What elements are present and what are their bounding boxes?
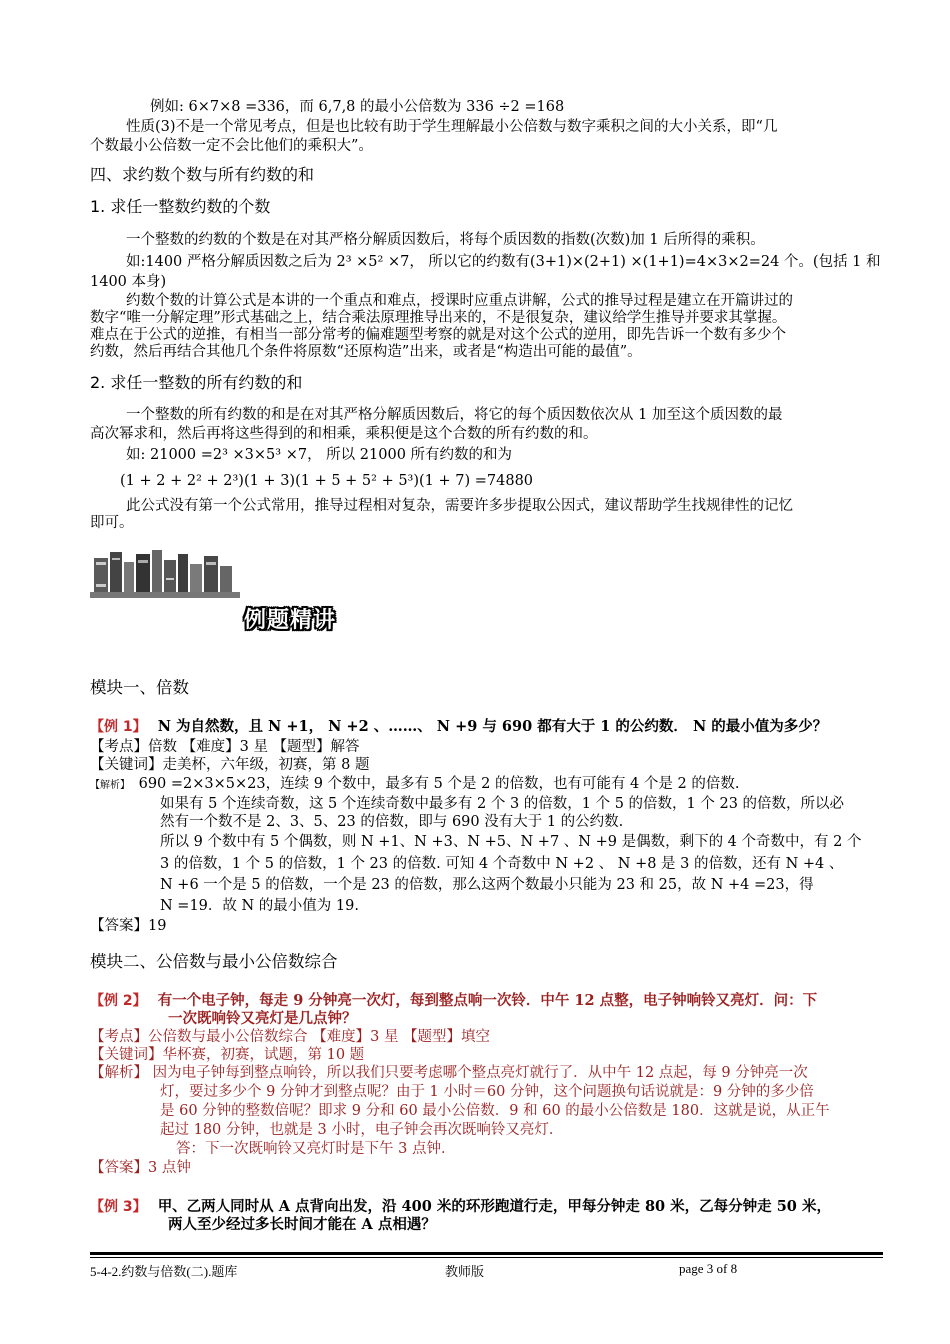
analysis-text-1: 690 =2×3×5×23，连续 9 个数中，最多有 5 个是 2 的倍数，也有可能有 4 个是 2 的倍数. bbox=[138, 776, 740, 792]
s2-para-1a: 一个整数的所有约数的和是在对其严格分解质因数后，将它的每个质因数依次从 1 加至这个质因数的最 bbox=[126, 407, 783, 423]
example-1-info: 【考点】倍数 【难度】3 星 【题型】解答 bbox=[90, 739, 360, 755]
intro-line-2: 性质(3)不是一个常见考点，但是也比较有助于学生理解最小公倍数与数字乘积之间的大小关系，即“几 bbox=[126, 119, 778, 135]
example-1-analysis-7: N =19．故 N 的最小值为 19. bbox=[160, 898, 359, 914]
s2-para-4b: 即可。 bbox=[90, 515, 134, 531]
example-3-question-2: 两人至少经过多长时间才能在 A 点相遇？ bbox=[168, 1216, 436, 1233]
analysis-tag: 【解析】 bbox=[90, 780, 130, 791]
s1-para-1: 一个整数的约数的个数是在对其严格分解质因数后，将每个质因数的指数(次数)加 1 后所得的乘积。 bbox=[126, 232, 765, 248]
example-1-analysis-5: 3 的倍数，1 个 5 的倍数，1 个 23 的倍数. 可知 4 个奇数中 N +2 、 N +8 是 3 的倍数，还有 N +4 、 bbox=[160, 856, 844, 872]
footer-page-number: page 3 of 8 bbox=[679, 1261, 738, 1276]
example-2-answer: 【答案】3 点钟 bbox=[90, 1160, 191, 1176]
footer-rule-thick bbox=[90, 1252, 883, 1255]
example-1-analysis-1 bbox=[90, 775, 739, 795]
footer-doc-name: 5-4-2.约数与倍数(二).题库 bbox=[90, 1264, 238, 1279]
s2-para-2: 如: 21000 =2³ ×3×5³ ×7， 所以 21000 所有约数的和为 bbox=[126, 447, 513, 463]
s1-para-3b: 数字“唯一分解定理”形式基础之上，结合乘法原理推导出来的，不是很复杂，建议给学生推导并要求其掌握。 bbox=[90, 310, 787, 326]
example-1-keywords: 【关键词】走美杯，六年级，初赛，第 8 题 bbox=[90, 757, 370, 773]
example-2-keywords: 【关键词】华杯赛，初赛，试题，第 10 题 bbox=[90, 1047, 365, 1063]
example-1-analysis-6: N +6 一个是 5 的倍数，一个是 23 的倍数，那么这两个数最小只能为 23 和 25，故 N +4 =23，得 bbox=[160, 877, 814, 893]
example-2-analysis-3: 是 60 分钟的整数倍呢？即求 9 分和 60 最小公倍数．9 和 60 的最小公倍数是 180．这就是说，从正午 bbox=[160, 1103, 830, 1119]
example-2-analysis-1 bbox=[90, 1064, 808, 1082]
example-1-question-text: N 为自然数，且 N +1， N +2 、……、 N +9 与 690 都有大于 1 的公约数． N 的最小值为多少？ bbox=[157, 718, 828, 735]
footer-edition: 教师版 bbox=[445, 1264, 485, 1279]
example-3-question-1 bbox=[90, 1198, 831, 1216]
footer-rule-thin bbox=[90, 1257, 883, 1258]
intro-line-1: 例如: 6×7×8 =336，而 6,7,8 的最小公倍数为 336 ÷2 =168 bbox=[150, 99, 565, 115]
example-2-analysis-4: 起过 180 分钟，也就是 3 小时，电子钟会再次既响铃又亮灯． bbox=[160, 1122, 564, 1138]
subsection-1-title: 1. 求任一整数约数的个数 bbox=[90, 197, 271, 216]
example-3-question-text: 甲、乙两人同时从 A 点背向出发，沿 400 米的环形跑道行走，甲每分钟走 80 米，乙每分钟走 50 米， bbox=[157, 1198, 831, 1215]
books-banner-icon bbox=[90, 548, 240, 600]
module-2-title: 模块二、公倍数与最小公倍数综合 bbox=[90, 952, 338, 971]
s1-para-3c: 难点在于公式的逆推，有相当一部分常考的偏难题型考察的就是对这个公式的逆用，即先告诉一个数有多少个 bbox=[90, 327, 786, 343]
intro-line-3: 个数最小公倍数一定不会比他们的乘积大”。 bbox=[90, 138, 373, 154]
example-2-info: 【考点】公倍数与最小公倍数综合 【难度】3 星 【题型】填空 bbox=[90, 1029, 491, 1045]
example-2-question-2: 一次既响铃又亮灯是几点钟？ bbox=[168, 1010, 357, 1027]
example-2-analysis-tag: 【解析】 bbox=[90, 1065, 148, 1081]
s2-para-1b: 高次幂求和，然后再将这些得到的和相乘，乘积便是这个合数的所有约数的和。 bbox=[90, 426, 598, 442]
example-3-tag: 【例 3】 bbox=[90, 1199, 147, 1215]
example-1-tag: 【例 1】 bbox=[90, 719, 147, 735]
s1-para-2b: 1400 本身) bbox=[90, 274, 167, 290]
example-1-analysis-2: 如果有 5 个连续奇数，这 5 个连续奇数中最多有 2 个 3 的倍数，1 个 5 的倍数，1 个 23 的倍数，所以必 bbox=[160, 796, 845, 812]
example-banner-title bbox=[244, 604, 368, 638]
subsection-2-title: 2. 求任一整数的所有约数的和 bbox=[90, 373, 303, 392]
banner-title-text: 例题精讲 bbox=[244, 608, 337, 633]
example-2-conclusion: 答：下一次既响铃又亮灯时是下午 3 点钟． bbox=[176, 1141, 456, 1157]
example-1-question bbox=[90, 718, 827, 736]
example-2-analysis-2: 灯，要过多少个 9 分钟才到整点呢？由于 1 小时＝60 分钟，这个问题换句话说就是：9 分钟的多少倍 bbox=[160, 1084, 814, 1100]
example-1-analysis-4: 所以 9 个数中有 5 个偶数，则 N +1、N +3、N +5、N +7 、N +9 是偶数，剩下的 4 个奇数中，有 2 个 bbox=[160, 834, 862, 850]
section-4-title: 四、求约数个数与所有约数的和 bbox=[90, 165, 315, 184]
s1-para-3a: 约数个数的计算公式是本讲的一个重点和难点，授课时应重点讲解，公式的推导过程是建立在开篇讲过的 bbox=[126, 293, 793, 309]
example-2-question-1 bbox=[90, 992, 817, 1010]
s1-para-2a: 如:1400 严格分解质因数之后为 2³ ×5² ×7， 所以它的约数有(3+1)×(2+1) ×(1+1)=4×3×2=24 个。(包括 1 和 bbox=[126, 254, 881, 270]
s2-para-4a: 此公式没有第一个公式常用，推导过程相对复杂，需要许多步提取公因式，建议帮助学生找规律性的记忆 bbox=[126, 498, 793, 514]
example-1-answer: 【答案】19 bbox=[90, 918, 167, 934]
example-2-question-text: 有一个电子钟，每走 9 分钟亮一次灯，每到整点响一次铃．中午 12 点整，电子钟响铃又亮灯．问：下 bbox=[157, 992, 818, 1009]
example-1-analysis-3: 然有一个数不是 2、3、5、23 的倍数，即与 690 没有大于 1 的公约数. bbox=[160, 814, 624, 830]
module-1-title: 模块一、倍数 bbox=[90, 678, 189, 697]
example-2-analysis-text-1: 因为电子钟每到整点响铃，所以我们只要考虑哪个整点亮灯就行了．从中午 12 点起，每 9 分钟亮一次 bbox=[152, 1065, 808, 1081]
example-2-tag: 【例 2】 bbox=[90, 993, 147, 1009]
s1-para-3d: 约数，然后再结合其他几个条件将原数“还原构造”出来，或者是“构造出可能的最值”。 bbox=[90, 344, 642, 360]
s2-formula: (1 + 2 + 2² + 2³)(1 + 3)(1 + 5 + 5² + 5³)(1 + 7) =74880 bbox=[120, 473, 534, 489]
